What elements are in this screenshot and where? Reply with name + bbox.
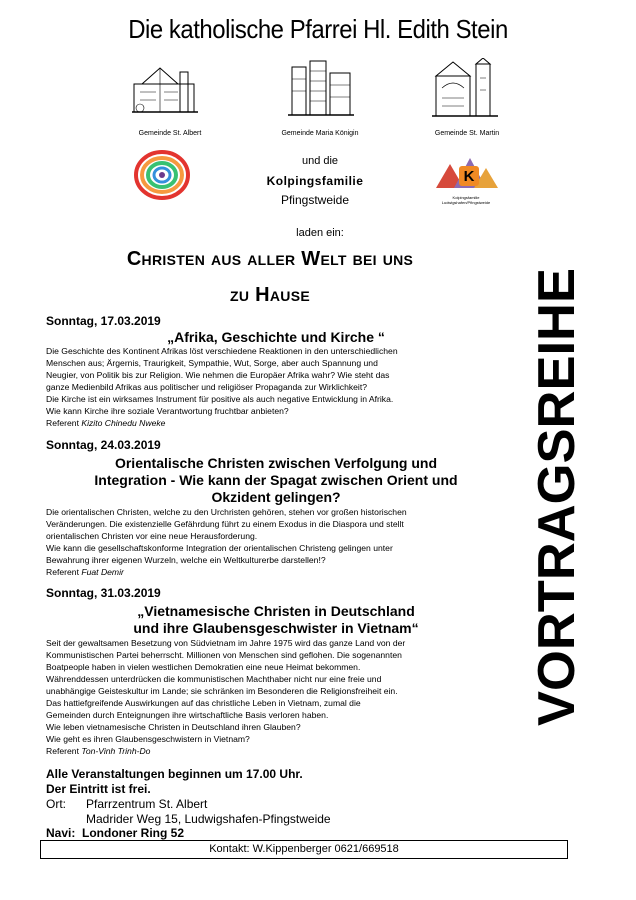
kolping-logo-caption: Kolpingsfamilie Ludwigshafen/Pfingstweide [441,195,491,205]
svg-text:K: K [463,168,475,185]
referent-name: Kizito Chinedu Nweke [81,418,166,428]
talk-title-line: Orientalische Christen zwischen Verfolgung und [114,455,438,471]
talk-title-line: „Vietnamesische Christen in Deutschland [137,603,415,619]
talk-text-line: Bewahrung ihrer eigenen Wurzeln, welche ein Weltkulturerbe darstellen!? [46,555,326,565]
talk-text-line: Die orientalischen Christen, welche zu den Urchristen gehören, stehen vor großen historischen [46,507,407,517]
kolping-location: Pfingstweide [280,193,350,207]
talk-text-line: Wie leben vietnamesische Christen in Deutschland ihren Glauben? [46,722,301,732]
talk-text-line: Veränderungen. Die existenzielle Gefährdung führt zu einem Exodus in die Diaspora und stellt [46,519,404,529]
talk-title: „Afrika, Geschichte und Kirche “ [167,329,385,345]
parish-caption: Gemeinde St. Martin [434,130,500,137]
und-die-text: und die [301,155,339,167]
talk-date: Sonntag, 31.03.2019 [46,586,161,600]
talk-referent [46,566,496,578]
talk-text-line: unabhängige Geisteskultur im Lande; sie schränken im Besonderen die Religionsfreiheit ein. [46,686,398,696]
talk-title-line: Okzident gelingen? [211,489,341,505]
talk-title [46,455,506,506]
talk-text-line: Wie kann die gesellschaftskonforme Integration der orientalischen Christeng gelingen unter [46,543,393,553]
referent-name: Ton-Vinh Trinh-Do [81,746,151,756]
talk-text-line: Das hattiefgreifende Auswirkungen auf das christliche Leben in Vietnam, zumal die [46,698,361,708]
referent-label: Referent [46,746,82,756]
talk-text-line: Die Geschichte des Kontinent Afrikas löst verschiedene Reaktionen in den unterschiedlichen [46,346,398,356]
parish-caption: Gemeinde Maria Königin [281,130,359,137]
talk-text-line: ganze Medienbild Afrikas aus politischer und religiöser Propaganda zur Wirklichkeit? [46,382,367,392]
kolping-name: Kolpingsfamilie [266,174,364,188]
start-time-text: Alle Veranstaltungen beginnen um 17.00 Uhr. [46,767,303,781]
free-entry-text: Der Eintritt ist frei. [46,782,151,796]
talk-text-line: Neugier, von Politik bis zur Religion. Wie nehmen die Europäer Afrika wahr? Wie steht das [46,370,390,380]
talk-text-line: Wie geht es ihren Glaubensgeschwistern in Vietnam? [46,734,250,744]
vertical-series-title [512,264,592,730]
kolping-logo-icon [430,150,502,205]
talk-date: Sonntag, 17.03.2019 [46,314,161,328]
referent-name: Fuat Demir [81,567,124,577]
talk-text-line: Währenddessen unterdrücken die kommunistischen Machthaber nicht nur eine freie und [46,674,382,684]
church-st-martin-icon [432,58,498,125]
talk-text-line: Die Kirche ist ein wirksames Instrument für positive als auch negative Entwicklung in Afrika. [46,394,394,404]
talk-description [46,637,496,757]
parish-caption: Gemeinde St. Albert [138,130,202,137]
talk-text-line: Menschen aus; Ärgernis, Traurigkeit, Sympathie, Wut, Sorge, aber auch Spannung und [46,358,378,368]
laden-ein-text: laden ein: [296,227,344,239]
talk-text-line: Gemeinden durch Enteignungen ihre wirtschaftliche Basis verloren haben. [46,710,329,720]
referent-label: Referent [46,418,82,428]
talk-description [46,506,496,578]
talk-text-line: Kommunistischen Partei beherrscht. Millionen von Menschen sind geflohen. Die sogenannten [46,650,402,660]
talk-referent [46,417,496,429]
talk-description [46,345,496,429]
navi-text: Navi: Londoner Ring 52 [46,826,185,840]
talk-text-line: Boatpeople haben in vielen westlichen Demokratien eine neue Heimat bekommen. [46,662,361,672]
headline-line1: Christen aus aller Welt bei uns [126,248,414,270]
talk-title-line: Integration - Wie kann der Spagat zwischen Orient und [94,472,458,488]
spiral-logo-icon [134,150,190,205]
talk-text-line: orientalischen Christen vor eine neue Herausforderung. [46,531,258,541]
talk-title [46,603,506,637]
talk-text-line: Wie kann Kirche ihre soziale Verantwortung fruchtbar anbieten? [46,406,289,416]
contact-box: Kontakt: W.Kippenberger 0621/669518 [40,840,568,859]
location-line2: Madrider Weg 15, Ludwigshafen-Pfingstweide [86,812,331,826]
talk-date: Sonntag, 24.03.2019 [46,438,161,452]
vertical-title-text: VORTRAGSREIHE [528,272,586,726]
talk-referent [46,745,496,757]
location-label: Ort: [46,797,66,811]
referent-label: Referent [46,567,82,577]
location-line1: Pfarrzentrum St. Albert [86,797,208,811]
talk-title-line: und ihre Glaubensgeschwister in Vietnam“ [133,620,419,636]
church-st-albert-icon [132,62,198,123]
church-maria-koenigin-icon [288,58,354,125]
headline-line2: zu Hause [230,284,310,306]
page-title: Die katholische Pfarrei Hl. Edith Stein [128,14,508,44]
talk-text-line: Seit der gewaltsamen Besetzung von Südvietnam im Jahre 1975 wird das ganze Land von der [46,638,406,648]
